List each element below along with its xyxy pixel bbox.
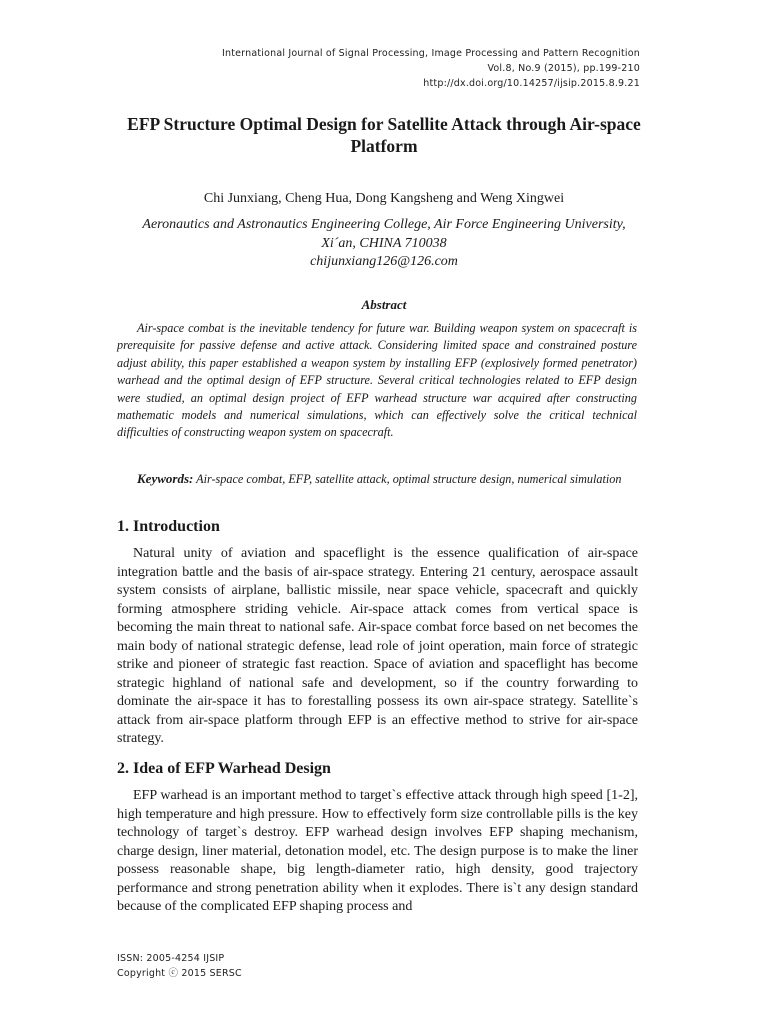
affiliation-line-2: Xi´an, CHINA 710038	[321, 235, 447, 251]
section-text-introduction: Natural unity of aviation and spaceflight is the essence qualification of air-space integration battle and the basis of air-space strategy. Entering 21 century, aerospace assault system consists of airplane, ballistic missile, near space vehicle, spacecraft and quickly forming atmosphere striding vehicle. Air-space attack comes from vertical space is becoming the main threat to national safe. Air-space combat force based on net becomes the main body of national strategic defense, lead role of joint operation, main force of strategic strike and pioneer of strategic fast reaction. Space of aviation and spaceflight has become strategic highland of national safe and development, so if the country forwarding to dominate the air-space it has to forestalling possess its own air-space strategy. Satellite`s attack from air-space platform through EFP is an effective method to strive for air-space strategy.	[117, 546, 638, 746]
author-list: Chi Junxiang, Cheng Hua, Dong Kangsheng and Weng Xingwei	[203, 191, 565, 206]
section-heading-introduction: 1. Introduction	[117, 518, 220, 535]
copyright-line: Copyright ⓒ 2015 SERSC	[117, 968, 242, 979]
issn-line: ISSN: 2005-4254 IJSIP	[117, 953, 225, 964]
author-email[interactable]: chijunxiang126@126.com	[310, 254, 458, 269]
section-heading-efp-design: 2. Idea of EFP Warhead Design	[117, 760, 331, 777]
keywords-list: Air-space combat, EFP, satellite attack, optimal structure design, numerical simulation	[196, 472, 622, 486]
page-footer	[117, 951, 242, 981]
doi-link[interactable]: http://dx.doi.org/10.14257/ijsip.2015.8.9.21	[423, 78, 640, 89]
abstract-text: Air-space combat is the inevitable tendency for future war. Building weapon system on spacecraft is prerequisite for passive defense and active attack. Considering limited space and constrained posture adjust ability, this paper established a weapon system by installing EFP (explosively formed penetrator) warhead and the optimal design of EFP structure. Several critical technologies related to EFP design were studied, an optimal design project of EFP warhead structure war acquired after constructing mathematic models and numerical simulations, which can effectively solve the critical technical difficulties of constructing weapon system on spacecraft.	[117, 321, 637, 440]
affiliation-block	[110, 216, 658, 272]
paper-title: EFP Structure Optimal Design for Satellite Attack through Air-space Platform	[127, 114, 641, 156]
journal-header	[222, 46, 640, 91]
journal-name: International Journal of Signal Processing, Image Processing and Pattern Recognition	[221, 48, 640, 59]
volume-pages: Vol.8, No.9 (2015), pp.199-210	[487, 63, 640, 74]
affiliation-line-1: Aeronautics and Astronautics Engineering College, Air Force Engineering University,	[142, 217, 626, 232]
keywords-label: Keywords:	[137, 471, 194, 486]
section-text-efp-design: EFP warhead is an important method to target`s effective attack through high speed [1-2], high temperature and high pressure. How to effectively form size controllable pills is the key technology of target`s destroy. EFP warhead design involves EFP shaping mechanism, charge design, liner material, detonation model, etc. The design purpose is to make the liner possess reasonable shape, big length-diameter ratio, high density, good trajectory performance and strong penetration ability when it explodes. There is`t any design standard because of the complicated EFP shaping process and	[117, 788, 638, 914]
keywords-paragraph	[117, 470, 637, 488]
abstract-heading: Abstract	[361, 297, 407, 312]
